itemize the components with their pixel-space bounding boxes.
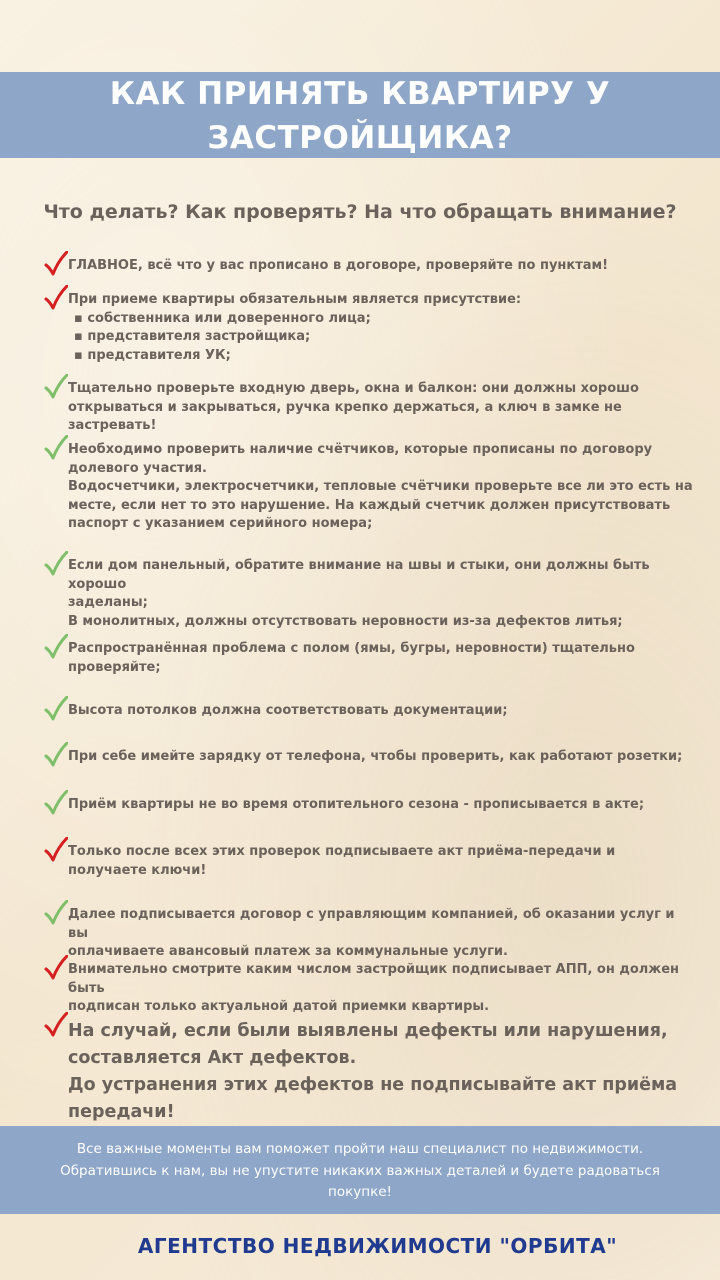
checklist-line: оплачиваете авансовый платеж за коммунальные услуги. (68, 944, 508, 960)
checklist-line: передачи! (68, 1102, 175, 1122)
checklist-item-text (68, 640, 694, 677)
checklist-line: При себе имейте зарядку от телефона, чтобы проверить, как работают розетки; (68, 749, 683, 764)
checklist-line: ГЛАВНОЕ, всё что у вас прописано в договоре, проверяйте по пунктам! (68, 258, 609, 273)
green-checkmark-icon (44, 790, 68, 816)
checklist-line: Внимательно смотрите каким числом застройщик подписывает АПП, он должен быть (68, 962, 680, 996)
green-checkmark-icon (44, 374, 68, 400)
checklist-item-text (68, 796, 694, 815)
page-title (0, 72, 720, 160)
red-checkmark-icon (44, 251, 68, 277)
green-checkmark-icon (44, 551, 68, 577)
checklist-item-text (68, 257, 694, 276)
green-checkmark-icon (44, 696, 68, 722)
footer-line-3: покупке! (328, 1184, 392, 1200)
checklist-line: Только после всех этих проверок подписываете акт приёма-передачи и (68, 844, 616, 859)
checklist-item-text (68, 291, 694, 365)
checklist-line: ▪ собственника или доверенного лица; (74, 310, 371, 326)
checklist-line: До устранения этих дефектов не подписывайте акт приёма (68, 1075, 678, 1095)
checklist-line: Распространённая проблема с полом (ямы, бугры, неровности) тщательно (68, 641, 635, 656)
checklist-line: Тщательно проверьте входную дверь, окна и балкон: они должны хорошо (68, 381, 639, 396)
checklist-line: На случай, если были выявлены дефекты или нарушения, (68, 1021, 668, 1041)
footer-line-2: Обратившись к нам, вы не упустите никаких важных деталей и будете радоваться (60, 1162, 660, 1179)
checklist-line: составляется Акт дефектов. (68, 1048, 357, 1068)
green-checkmark-icon (44, 742, 68, 768)
checklist-line: При приеме квартиры обязательным является присутствие: (68, 292, 522, 307)
checklist-item-text (68, 557, 694, 631)
checklist-item-text (68, 1018, 694, 1126)
checklist-line: проверяйте; (68, 659, 161, 675)
checklist-line: ▪ представителя застройщика; (74, 329, 311, 345)
checklist-line: В монолитных, должны отсутствовать неровности из-за дефектов литья; (68, 613, 623, 629)
checklist-line: Далее подписывается договор с управляющим компанией, об оказании услуг и вы (68, 907, 675, 941)
checklist-line: Водосчетчики, электросчетчики, тепловые счётчики проверьте все ли это есть на (68, 479, 693, 495)
footer-line-1: Все важные моменты вам поможет пройти наш специалист по недвижимости. (76, 1141, 644, 1157)
title-line-1: КАК ПРИНЯТЬ КВАРТИРУ У (109, 76, 611, 112)
checklist-item-text (68, 843, 694, 880)
checklist-line: Необходимо проверить наличие счётчиков, которые прописаны по договору (68, 442, 653, 457)
green-checkmark-icon (44, 900, 68, 926)
subtitle: Что делать? Как проверять? На что обращать внимание? (43, 201, 677, 223)
red-checkmark-icon (44, 837, 68, 863)
checklist-item-text (68, 441, 694, 534)
red-checkmark-icon (44, 955, 68, 981)
agency-name: АГЕНТСТВО НЕДВИЖИМОСТИ "ОРБИТА" (137, 1234, 618, 1258)
green-checkmark-icon (44, 634, 68, 660)
checklist-item-text (68, 961, 694, 1017)
red-checkmark-icon (44, 285, 68, 311)
checklist-line: долевого участия. (68, 460, 207, 476)
checklist-item-text (68, 702, 694, 721)
checklist-item-text (68, 748, 694, 767)
checklist-item-text (68, 906, 694, 962)
title-line-2: ЗАСТРОЙЩИКА? (207, 120, 513, 156)
footer-text (10, 1139, 710, 1204)
checklist-line: Высота потолков должна соответствовать документации; (68, 703, 508, 718)
checklist-line: месте, если нет то это нарушение. На каждый счетчик должен присутствовать (68, 497, 671, 513)
checklist-line: получаете ключи! (68, 862, 207, 878)
green-checkmark-icon (44, 435, 68, 461)
checklist-item-text (68, 380, 694, 436)
checklist-line: подписан только актуальной датой приемки квартиры. (68, 999, 490, 1015)
checklist-line: ▪ представителя УК; (74, 347, 231, 363)
checklist-line: паспорт с указанием серийного номера; (68, 516, 373, 532)
checklist-line: Если дом панельный, обратите внимание на швы и стыки, они должны быть хорошо (68, 558, 650, 592)
red-checkmark-icon (44, 1012, 68, 1038)
checklist-line: заделаны; (68, 595, 148, 611)
checklist-line: открываться и закрываться, ручка крепко держаться, а ключ в замке не застревать! (68, 399, 622, 434)
checklist-line: Приём квартиры не во время отопительного сезона - прописывается в акте; (68, 797, 645, 812)
